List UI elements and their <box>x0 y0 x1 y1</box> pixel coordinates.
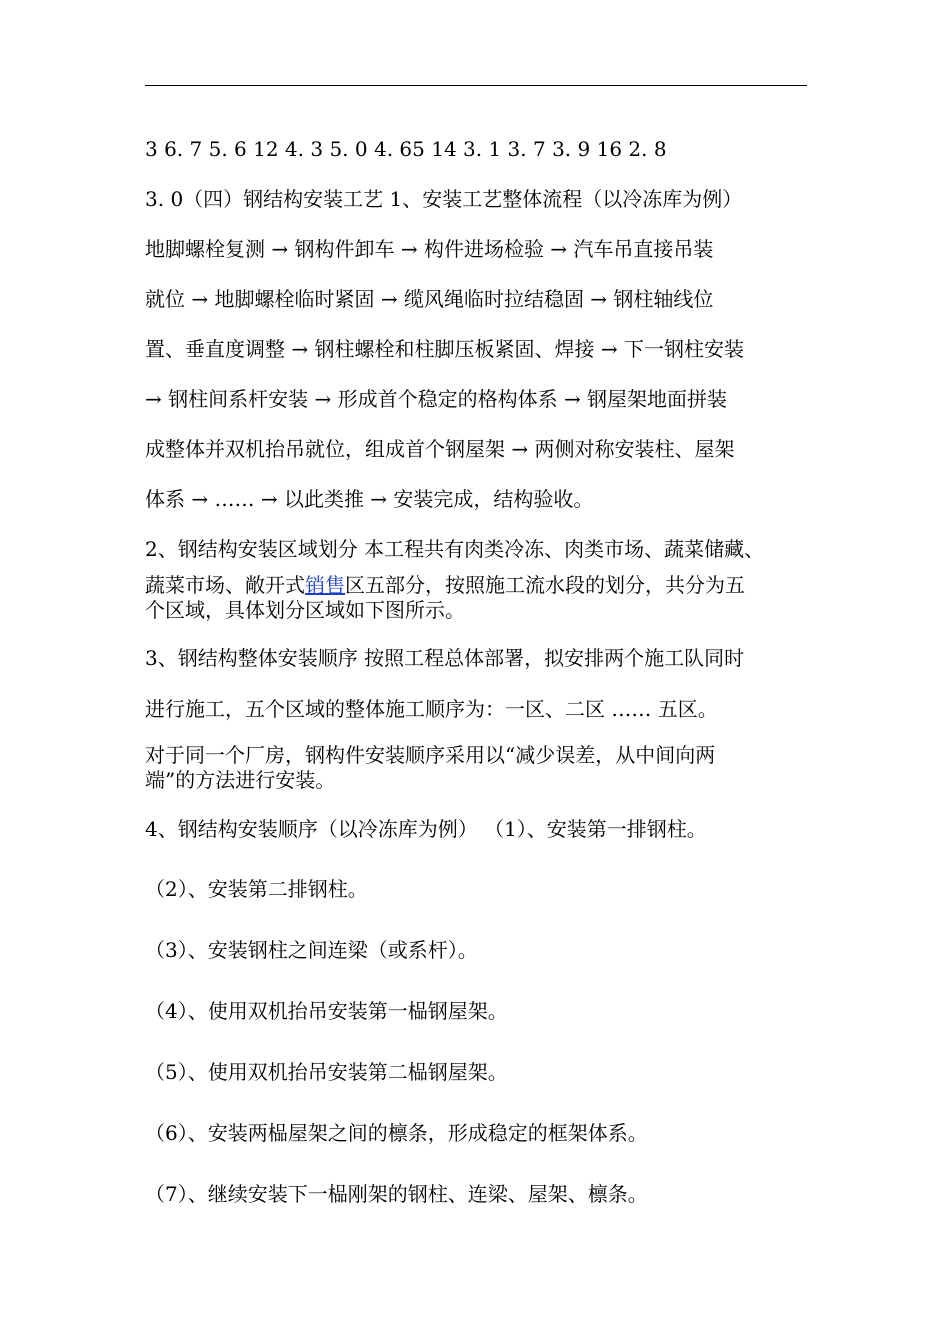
text-line-19: （4）、使用双机抬吊安装第一榀钢屋架。 <box>145 999 508 1023</box>
text-line-8: 体系 → …… → 以此类推 → 安装完成，结构验收。 <box>145 487 594 511</box>
sales-link[interactable]: 销售 <box>305 573 345 597</box>
text-line-13: 进行施工，五个区域的整体施工顺序为：一区、二区 …… 五区。 <box>145 697 718 721</box>
text-line-18: （3）、安装钢柱之间连梁（或系杆）。 <box>145 938 478 962</box>
text-line-10 <box>145 573 815 597</box>
text-line-22: （7）、继续安装下一榀刚架的钢柱、连梁、屋架、檩条。 <box>145 1182 648 1206</box>
text-line-16: 4、钢结构安装顺序（以冷冻库为例） （1）、安装第一排钢柱。 <box>145 817 707 841</box>
text-line-12: 3、钢结构整体安装顺序 按照工程总体部署，拟安排两个施工队同时 <box>145 646 745 670</box>
text-line-20: （5）、使用双机抬吊安装第二榀钢屋架。 <box>145 1060 508 1084</box>
text-line-15: 端”的方法进行安装。 <box>145 768 336 792</box>
text-segment: 区五部分，按照施工流水段的划分，共分为五 <box>345 573 745 597</box>
text-line-9: 2、钢结构安装区域划分 本工程共有肉类冷冻、肉类市场、蔬菜储藏、 <box>145 537 765 561</box>
text-line-4: 就位 → 地脚螺栓临时紧固 → 缆风绳临时拉结稳固 → 钢柱轴线位 <box>145 287 714 311</box>
text-line-14: 对于同一个厂房，钢构件安装顺序采用以“减少误差，从中间向两 <box>145 743 716 767</box>
text-line-2: 3. 0（四）钢结构安装工艺 1、安装工艺整体流程（以冷冻库为例） <box>145 187 743 211</box>
text-line-5: 置、垂直度调整 → 钢柱螺栓和柱脚压板紧固、焊接 → 下一钢柱安装 <box>145 337 744 361</box>
text-line-21: （6）、安装两榀屋架之间的檩条，形成稳定的框架体系。 <box>145 1121 648 1145</box>
text-line-11: 个区域，具体划分区域如下图所示。 <box>145 598 465 622</box>
text-line-1: 3 6. 7 5. 6 12 4. 3 5. 0 4. 65 14 3. 1 3. 7 3. 9 16 2. 8 <box>145 137 667 161</box>
text-line-17: （2）、安装第二排钢柱。 <box>145 877 368 901</box>
header-rule <box>145 85 807 86</box>
text-segment: 蔬菜市场、敞开式 <box>145 573 305 597</box>
text-line-6: → 钢柱间系杆安装 → 形成首个稳定的格构体系 → 钢屋架地面拼装 <box>145 387 728 411</box>
text-line-3: 地脚螺栓复测 → 钢构件卸车 → 构件进场检验 → 汽车吊直接吊装 <box>145 237 714 261</box>
text-line-7: 成整体并双机抬吊就位，组成首个钢屋架 → 两侧对称安装柱、屋架 <box>145 437 735 461</box>
